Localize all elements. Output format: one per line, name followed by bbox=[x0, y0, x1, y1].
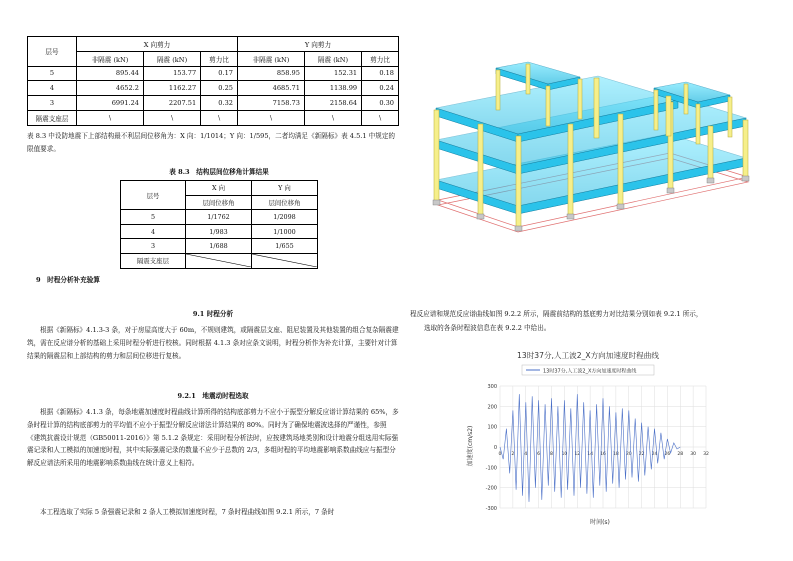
cell-y-ratio: \ bbox=[362, 110, 399, 125]
cell-x-iso: \ bbox=[143, 110, 200, 125]
chart-canvas bbox=[460, 348, 716, 528]
table-row bbox=[121, 224, 318, 239]
cell-floor: 5 bbox=[28, 66, 77, 81]
x-tick-label: 18 bbox=[612, 452, 619, 457]
cell-x: 1/1762 bbox=[186, 210, 252, 225]
drift-summary-paragraph: 表 8.3 中设防地震下上部结构最不利层间位移角为：X 向：1/1014；Y 向：1/595，二者均满足《新隔标》表 4.5.1 中规定的限值要求。 bbox=[27, 132, 396, 153]
legend-label: 13时37分,人工波2_X方向加速度时程曲线 bbox=[543, 368, 637, 375]
x-tick-label: 4 bbox=[524, 452, 528, 457]
cell-x-non: 4652.2 bbox=[77, 81, 144, 96]
table-row bbox=[28, 81, 399, 96]
y-axis-label: 加速度(cm/s2) bbox=[467, 425, 474, 467]
cell-floor: 5 bbox=[121, 210, 186, 225]
acceleration-chart bbox=[460, 348, 716, 528]
cell-x-non: 6991.24 bbox=[77, 96, 144, 111]
cell-x-non: 895.44 bbox=[77, 66, 144, 81]
x-axis-label: 时间(s) bbox=[590, 519, 610, 526]
header-y-non-iso: 非隔震 (kN) bbox=[237, 51, 304, 66]
header-floor: 层号 bbox=[121, 181, 186, 210]
cell-x: 1/983 bbox=[186, 224, 252, 239]
cell-floor: 4 bbox=[121, 224, 186, 239]
cell-y-empty bbox=[252, 253, 318, 268]
spectrum-paragraph: 程反应谱和规范反应谱曲线如图 9.2.2 所示，隔震前结构的基底剪力对比结果分别如表 9.2.1 所示， bbox=[410, 310, 703, 318]
x-tick-label: 22 bbox=[638, 452, 645, 457]
cell-y-non: 4685.71 bbox=[237, 81, 304, 96]
header-y: Y 向 bbox=[252, 181, 318, 196]
selection-paragraph: 本工程选取了实际 5 条强震记录和 2 条人工模拟加速度时程，7 条时程曲线如图 9.2.1 所示，7 条时 bbox=[40, 508, 335, 516]
cell-y: 1/655 bbox=[252, 239, 318, 254]
table-row bbox=[28, 110, 399, 125]
section-9-2-1-heading: 9.2.1 地震动时程选取 bbox=[177, 392, 249, 400]
table2-caption: 表 8.3 结构层间位移角计算结果 bbox=[169, 168, 269, 176]
x-tick-label: 12 bbox=[574, 452, 581, 457]
header-x-non-iso: 非隔震 (kN) bbox=[77, 51, 144, 66]
header-y-iso: 隔震 (kN) bbox=[304, 51, 361, 66]
table-row bbox=[28, 66, 399, 81]
cell-x-ratio: 0.25 bbox=[201, 81, 238, 96]
y-tick-label: 200 bbox=[487, 404, 497, 411]
table-row bbox=[121, 253, 318, 268]
table-row bbox=[28, 96, 399, 111]
x-tick-label: 32 bbox=[703, 452, 709, 457]
cell-y-ratio: 0.30 bbox=[362, 96, 399, 111]
table-row bbox=[121, 210, 318, 225]
ground-motion-paragraph: 根据《新隔标》4.1.3 条，每条地震加速度时程曲线计算所得的结构底部剪力不应小于振型分解反应谱计算结果的 65%，多条时程计算的结构底部剪力的平均值不应小于振型分解反应谱法计算结果的 80%。同时为了确保地震波选择的严谨性，参照《建筑抗震设计规范（GB50011-2016）》第 5.1.2 条规定：采用时程分析法时，应按建筑场地类别和设计地震分组选用实际强震记录和人工模拟的加速度时程，其中实际强震记录的数量不应少于总数的 2/3，多组时程的平均地震影响系数曲线应与振型分解反应谱法所采用的地震影响系数曲线在统计意义上相符。 bbox=[27, 408, 399, 468]
y-tick-label: 300 bbox=[487, 384, 497, 390]
x-tick-label: 6 bbox=[537, 452, 541, 457]
cell-y: 1/2098 bbox=[252, 210, 318, 225]
y-tick-labels bbox=[486, 384, 497, 512]
header-x-drift: 层间位移角 bbox=[186, 195, 252, 210]
header-x-ratio: 剪力比 bbox=[201, 51, 238, 66]
section-9-heading: 9 时程分析补充验算 bbox=[36, 276, 100, 284]
chart-title: 13时37分,人工波2_X方向加速度时程曲线 bbox=[517, 351, 659, 360]
x-tick-label: 20 bbox=[625, 452, 632, 457]
time-history-paragraph: 根据《新隔标》4.1.3-3 条，对于房屋高度大于 60m，不规则建筑，或隔震层支座、阻尼装置及其他装置的组合复杂隔震建筑，需在反应谱分析的基础上采用时程分析进行校核。同时根据 4.1.3 条对应条文说明，时程分析作为补充计算，主要针对计算结果的隔震层和上部结构的剪力和层间位移进行复核。 bbox=[27, 326, 399, 360]
cell-y-iso: 2158.64 bbox=[304, 96, 361, 111]
y-tick-label: -200 bbox=[485, 485, 497, 492]
x-tick-label: 0 bbox=[498, 452, 502, 457]
y-tick-label: -300 bbox=[485, 506, 497, 512]
cell-y-ratio: 0.24 bbox=[362, 81, 399, 96]
table-row bbox=[121, 239, 318, 254]
cell-x-ratio: 0.32 bbox=[201, 96, 238, 111]
cell-y-iso: 152.31 bbox=[304, 66, 361, 81]
cell-x-ratio: 0.17 bbox=[201, 66, 238, 81]
x-tick-label: 26 bbox=[664, 452, 671, 457]
y-tick-label: 0 bbox=[493, 445, 497, 451]
structure-3d-model bbox=[418, 40, 770, 240]
cell-floor: 隔震支座层 bbox=[28, 110, 77, 125]
cell-x-non: \ bbox=[77, 110, 144, 125]
cell-y-iso: 1138.99 bbox=[304, 81, 361, 96]
cell-x-iso: 2207.51 bbox=[143, 96, 200, 111]
chart-legend bbox=[522, 365, 654, 375]
x-tick-label: 24 bbox=[651, 452, 658, 457]
header-y-shear: Y 向剪力 bbox=[237, 37, 398, 52]
section-9-1-heading: 9.1 时程分析 bbox=[192, 310, 234, 318]
drift-angle-table bbox=[120, 180, 318, 269]
cell-floor: 4 bbox=[28, 81, 77, 96]
cell-x: 1/688 bbox=[186, 239, 252, 254]
header-floor: 层号 bbox=[28, 37, 77, 67]
cell-x-empty bbox=[186, 253, 252, 268]
diagonal-slash bbox=[186, 254, 251, 267]
y-tick-label: -100 bbox=[485, 465, 497, 472]
header-x-shear: X 向剪力 bbox=[77, 37, 238, 52]
header-y-drift: 层间位移角 bbox=[252, 195, 318, 210]
shear-ratio-table bbox=[27, 36, 399, 126]
cell-y-ratio: 0.18 bbox=[362, 66, 399, 81]
cell-y-non: 7158.73 bbox=[237, 96, 304, 111]
cell-y: 1/1000 bbox=[252, 224, 318, 239]
x-tick-label: 30 bbox=[690, 452, 697, 457]
header-x-iso: 隔震 (kN) bbox=[143, 51, 200, 66]
cell-x-ratio: \ bbox=[201, 110, 238, 125]
cell-x-iso: 1162.27 bbox=[143, 81, 200, 96]
x-tick-label: 10 bbox=[561, 452, 568, 457]
cell-y-iso: \ bbox=[304, 110, 361, 125]
header-y-ratio: 剪力比 bbox=[362, 51, 399, 66]
cell-floor: 隔震支座层 bbox=[121, 253, 186, 268]
x-tick-label: 16 bbox=[600, 452, 606, 457]
cell-x-iso: 153.77 bbox=[143, 66, 200, 81]
header-x: X 向 bbox=[186, 181, 252, 196]
cell-floor: 3 bbox=[28, 96, 77, 111]
x-tick-label: 2 bbox=[511, 452, 515, 457]
cell-y-non: \ bbox=[237, 110, 304, 125]
x-tick-label: 8 bbox=[550, 452, 553, 457]
cell-y-non: 858.95 bbox=[237, 66, 304, 81]
wave-info-paragraph: 选取的各条时程波信息在表 9.2.2 中给出。 bbox=[424, 324, 551, 332]
y-tick-label: 100 bbox=[487, 424, 497, 431]
x-tick-label: 28 bbox=[677, 452, 684, 457]
x-tick-label: 14 bbox=[587, 452, 594, 457]
diagonal-slash bbox=[252, 254, 317, 267]
cell-floor: 3 bbox=[121, 239, 186, 254]
